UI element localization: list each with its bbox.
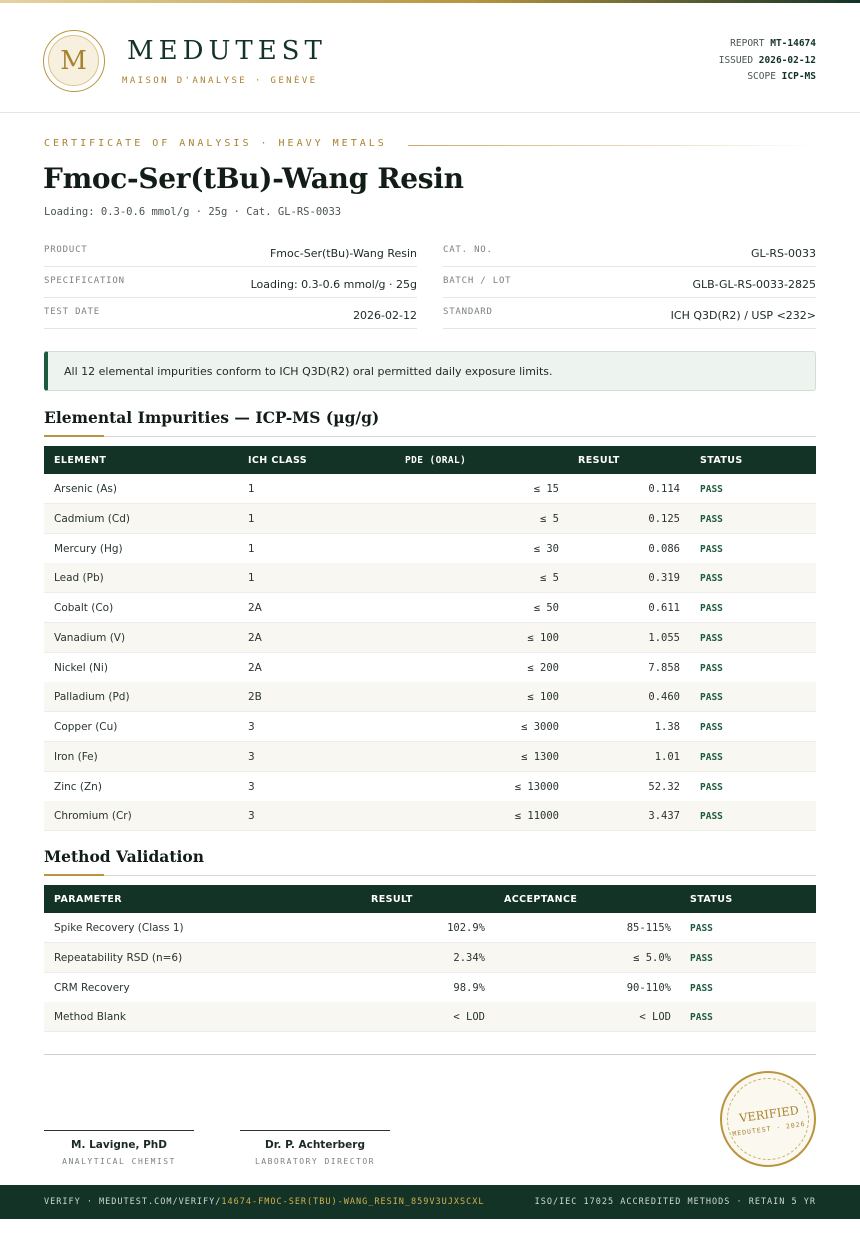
report-footer (0, 1185, 860, 1219)
cell-pde: ≤ 13000 (514, 780, 559, 793)
impurities-table (44, 446, 816, 831)
cell-result: 1.01 (654, 750, 680, 763)
cell-ich-class: 3 (248, 780, 255, 793)
seal-inner-ring (727, 1078, 809, 1160)
cell-ich-class: 1 (248, 512, 255, 525)
cell-parameter: Repeatability RSD (n=6) (54, 951, 183, 964)
accreditation-note: ISO/IEC 17025 ACCREDITED METHODS · RETAIN 5 YR (534, 1197, 816, 1207)
validation-table (44, 885, 816, 1032)
cell-ich-class: 2A (248, 602, 262, 614)
cell-result: 0.086 (648, 542, 680, 555)
table-row (44, 593, 816, 623)
col-pde: PDE (ORAL) (405, 455, 467, 466)
status-badge: PASS (690, 952, 713, 964)
cell-ich-class: 2A (248, 661, 262, 674)
status-badge: PASS (700, 811, 723, 823)
info-row-standard (443, 298, 816, 329)
cell-element: Zinc (Zn) (54, 780, 102, 793)
signature-analyst (44, 1130, 194, 1166)
report-number: REPORT MT-14674 (730, 38, 816, 49)
validation-table-header (44, 885, 816, 913)
brand-name: MEDUTEST (127, 36, 327, 66)
cell-result: 1.055 (648, 631, 680, 644)
info-label: STANDARD (443, 307, 493, 317)
report-header (0, 3, 860, 113)
status-badge: PASS (700, 632, 723, 644)
col-parameter: PARAMETER (54, 894, 122, 905)
cell-ich-class: 2B (248, 691, 262, 704)
col-acceptance: ACCEPTANCE (504, 894, 578, 905)
signature-divider (44, 1054, 816, 1055)
info-value: 2026-02-12 (353, 309, 417, 322)
verify-link[interactable]: VERIFY · MEDUTEST.COM/VERIFY/14674-FMOC-SER(TBU)-WANG_RESIN_859V3UJXSCXL (44, 1197, 485, 1207)
table-row (44, 534, 816, 564)
cell-acceptance: 85-115% (626, 922, 671, 934)
impurities-section-title: Elemental Impurities — ICP-MS (µg/g) (44, 408, 380, 427)
status-badge: PASS (700, 603, 723, 614)
status-badge: PASS (700, 513, 723, 525)
cell-ich-class: 1 (248, 572, 255, 585)
cell-acceptance: 90-110% (626, 981, 671, 994)
col-result: RESULT (578, 455, 620, 466)
status-badge: PASS (700, 573, 723, 585)
signatory-name: Dr. P. Achterberg (265, 1139, 365, 1151)
cell-pde: ≤ 11000 (514, 810, 559, 823)
cell-result: < LOD (453, 1011, 485, 1024)
info-label: PRODUCT (44, 245, 88, 255)
signature-director (240, 1130, 390, 1166)
info-row-test-date (44, 298, 417, 329)
cell-result: 0.125 (648, 512, 680, 525)
product-title: Fmoc-Ser(tBu)-Wang Resin (43, 162, 464, 195)
cell-result: 0.319 (648, 572, 680, 585)
cell-pde: ≤ 1300 (521, 750, 559, 763)
brand-logo (43, 30, 105, 92)
signatory-role: ANALYTICAL CHEMIST (62, 1157, 176, 1166)
col-ich-class: ICH CLASS (248, 455, 307, 466)
cell-element: Copper (Cu) (54, 721, 118, 733)
cell-ich-class: 3 (248, 750, 255, 763)
cell-element: Nickel (Ni) (54, 661, 108, 674)
status-badge: PASS (700, 543, 723, 555)
status-badge: PASS (700, 751, 723, 763)
seal-main-text: VERIFIED (738, 1102, 800, 1126)
cell-parameter: CRM Recovery (54, 981, 130, 994)
info-row-product (44, 236, 417, 267)
report-scope: SCOPE ICP-MS (747, 71, 816, 82)
table-row (44, 1002, 816, 1032)
signatory-role: LABORATORY DIRECTOR (254, 1157, 375, 1166)
verify-code: 14674-FMOC-SER(TBU)-WANG_RESIN_859V3UJXSCXL (221, 1197, 485, 1207)
cell-element: Vanadium (V) (54, 631, 126, 644)
cell-result: 102.9% (447, 922, 485, 934)
table-row (44, 943, 816, 973)
cell-element: Mercury (Hg) (54, 542, 123, 555)
cell-result: 3.437 (648, 810, 680, 823)
cell-pde: ≤ 200 (527, 661, 559, 674)
cell-element: Chromium (Cr) (54, 810, 132, 823)
cell-element: Palladium (Pd) (54, 691, 130, 704)
cell-result: 7.858 (648, 661, 680, 674)
eyebrow-divider (408, 145, 816, 146)
info-value: GL-RS-0033 (750, 247, 816, 260)
validation-section-title: Method Validation (44, 847, 204, 866)
info-value: ICH Q3D(R2) / USP <232> (670, 309, 816, 322)
cell-ich-class: 3 (248, 721, 255, 733)
cell-pde: ≤ 5 (540, 572, 559, 585)
cell-result: 52.32 (648, 780, 680, 793)
info-row-batch-lot (443, 267, 816, 298)
info-value: GLB-GL-RS-0033-2825 (692, 278, 816, 291)
cell-ich-class: 1 (248, 483, 255, 495)
table-row (44, 913, 816, 943)
table-row (44, 623, 816, 653)
cell-element: Iron (Fe) (54, 750, 98, 763)
table-row (44, 504, 816, 534)
table-row (44, 712, 816, 742)
status-badge: PASS (690, 982, 713, 994)
seal-sub-text: MEDUTEST · 2026 (731, 1119, 807, 1139)
cell-element: Arsenic (As) (54, 483, 117, 495)
info-row-specification (44, 267, 417, 298)
cell-result: 0.460 (648, 691, 680, 704)
cell-result: 1.38 (654, 721, 680, 733)
issue-date: ISSUED 2026-02-12 (718, 54, 816, 66)
cell-acceptance: < LOD (639, 1011, 671, 1024)
cell-result: 2.34% (453, 951, 485, 964)
product-subtitle: Loading: 0.3-0.6 mmol/g · 25g · Cat. GL-RS-0033 (44, 206, 342, 218)
info-value: Fmoc-Ser(tBu)-Wang Resin (269, 247, 417, 260)
cell-pde: ≤ 100 (527, 691, 559, 704)
banner-text: All 12 elemental impurities conform to ICH Q3D(R2) oral permitted daily exposure limits. (64, 365, 553, 378)
cell-ich-class: 1 (248, 542, 255, 555)
status-badge: PASS (700, 662, 723, 674)
status-badge: PASS (700, 722, 723, 733)
table-row (44, 563, 816, 593)
status-badge: PASS (700, 692, 723, 704)
table-row (44, 801, 816, 831)
section-divider (44, 436, 816, 437)
info-label: SPECIFICATION (44, 276, 125, 286)
cell-element: Cobalt (Co) (54, 602, 114, 614)
section-divider (44, 875, 816, 876)
table-row (44, 742, 816, 772)
col-status: STATUS (700, 455, 743, 466)
impurities-table-header (44, 446, 816, 474)
cell-pde: ≤ 30 (533, 542, 559, 555)
cell-parameter: Method Blank (54, 1011, 127, 1024)
status-badge: PASS (690, 923, 713, 934)
table-row (44, 772, 816, 802)
cell-element: Lead (Pb) (54, 572, 104, 585)
table-row (44, 682, 816, 712)
cell-element: Cadmium (Cd) (54, 512, 130, 525)
eyebrow-text: CERTIFICATE OF ANALYSIS · HEAVY METALS (44, 138, 387, 149)
info-label: CAT. NO. (443, 245, 493, 255)
status-badge: PASS (690, 1012, 713, 1024)
signatory-name: M. Lavigne, PhD (71, 1139, 167, 1151)
cell-parameter: Spike Recovery (Class 1) (54, 922, 184, 934)
verified-seal (720, 1071, 816, 1167)
info-label: BATCH / LOT (443, 276, 512, 286)
cell-pde: ≤ 50 (533, 602, 559, 614)
col-result: RESULT (371, 894, 413, 905)
cell-result: 0.114 (648, 483, 680, 495)
col-status: STATUS (690, 894, 733, 905)
section-accent (44, 435, 104, 437)
cell-acceptance: ≤ 5.0% (633, 951, 671, 964)
info-label: TEST DATE (44, 307, 100, 317)
section-accent (44, 874, 104, 876)
cell-result: 0.611 (648, 602, 680, 614)
cell-pde: ≤ 100 (527, 631, 559, 644)
conformance-banner (44, 351, 816, 391)
table-row (44, 973, 816, 1003)
cell-pde: ≤ 3000 (521, 721, 559, 733)
brand-tagline: MAISON D'ANALYSE · GENÈVE (122, 76, 318, 86)
cell-ich-class: 2A (248, 631, 262, 644)
col-element: ELEMENT (54, 455, 107, 466)
report-meta (719, 36, 816, 86)
status-badge: PASS (700, 781, 723, 793)
table-row (44, 474, 816, 504)
logo-monogram: M (48, 35, 99, 86)
cell-result: 98.9% (453, 981, 485, 994)
table-row (44, 653, 816, 683)
certificate-eyebrow (44, 138, 816, 152)
cell-ich-class: 3 (248, 810, 255, 823)
cell-pde: ≤ 5 (540, 512, 559, 525)
info-value: Loading: 0.3-0.6 mmol/g · 25g (250, 278, 417, 291)
cell-pde: ≤ 15 (533, 483, 559, 495)
status-badge: PASS (700, 484, 723, 495)
info-row-cat-no (443, 236, 816, 267)
